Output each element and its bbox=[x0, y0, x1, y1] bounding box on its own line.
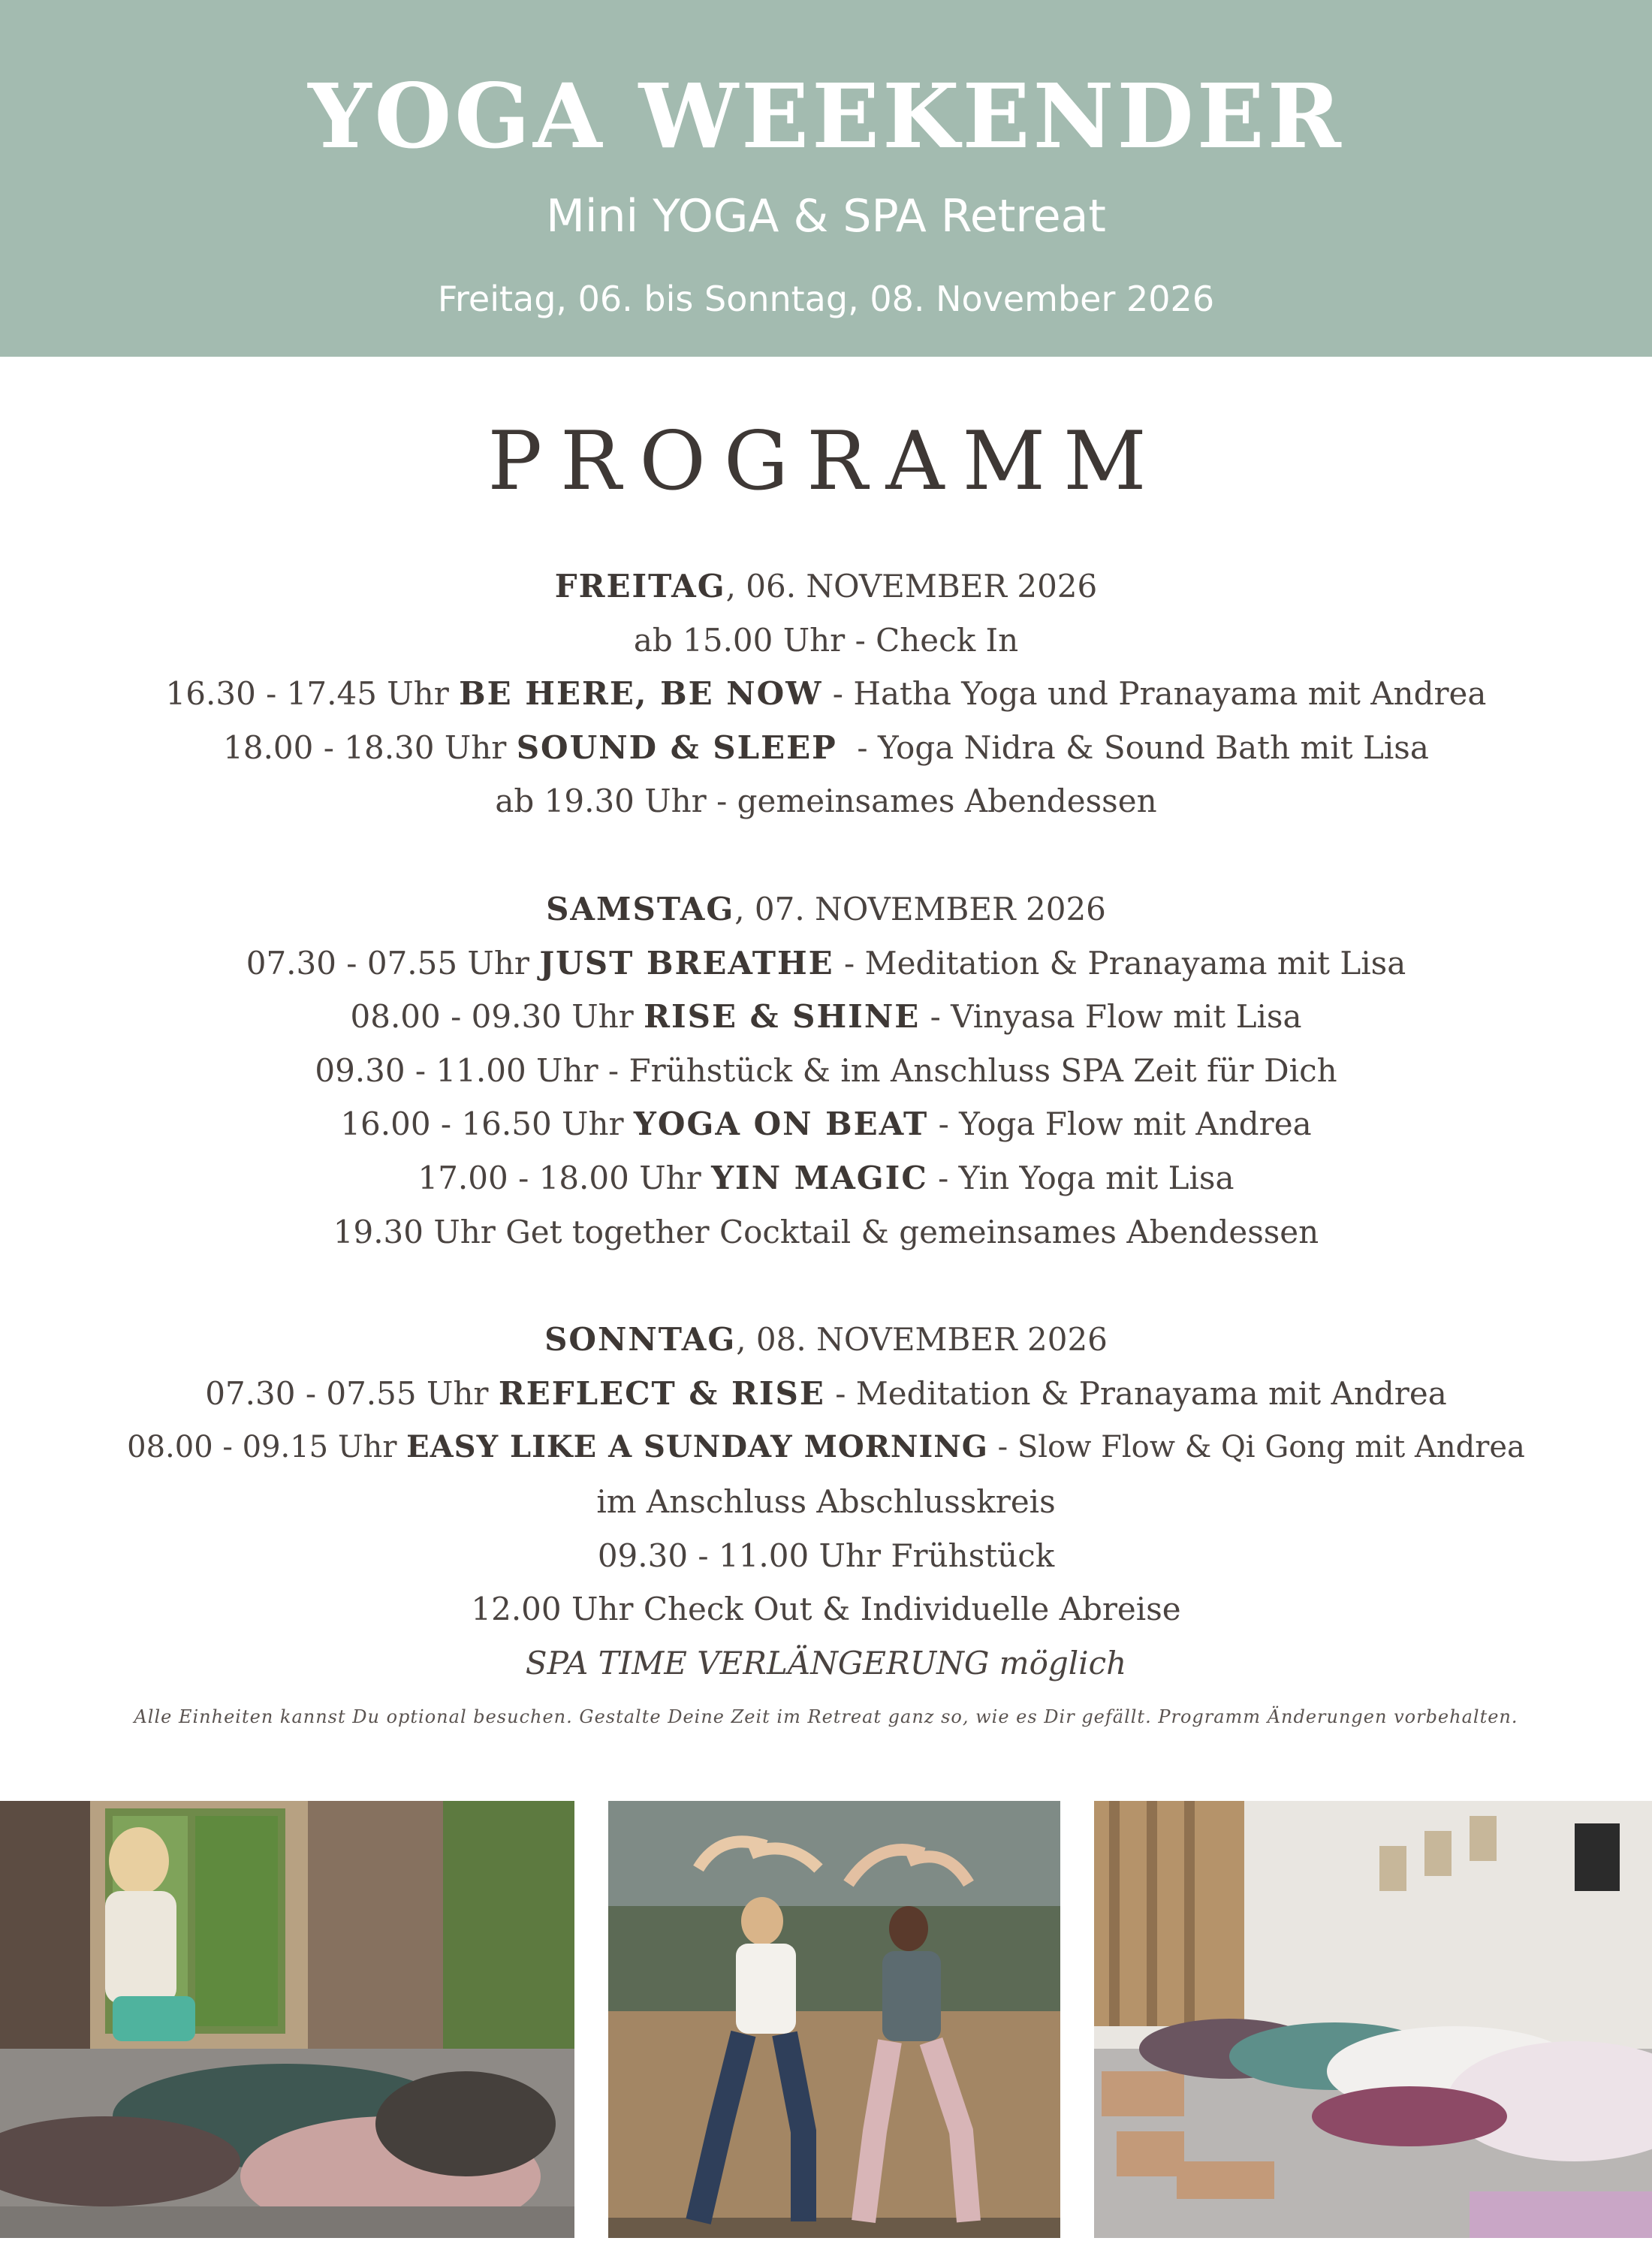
item-description: - Yoga Flow mit Andrea bbox=[928, 1105, 1312, 1143]
schedule-item bbox=[30, 1529, 1622, 1583]
item-description: - Yoga Nidra & Sound Bath mit Lisa bbox=[837, 728, 1429, 766]
two-women-yoga-image bbox=[608, 1801, 1060, 2238]
day-name: SAMSTAG bbox=[546, 890, 735, 927]
item-session-name: JUST BREATHE bbox=[539, 944, 834, 982]
yoga-class-indoor-image bbox=[0, 1801, 574, 2238]
item-time: 08.00 - 09.15 Uhr bbox=[127, 1430, 407, 1465]
item-time: 16.00 - 16.50 Uhr bbox=[340, 1105, 634, 1143]
item-time: 07.30 - 07.55 Uhr bbox=[246, 944, 540, 982]
schedule-item bbox=[30, 721, 1622, 775]
event-title: YOGA WEEKENDER bbox=[308, 64, 1344, 168]
item-description: - Yin Yoga mit Lisa bbox=[927, 1159, 1234, 1196]
schedule-item bbox=[30, 1205, 1622, 1259]
header-banner bbox=[0, 0, 1652, 357]
day-heading-saturday bbox=[30, 882, 1622, 936]
program-schedule bbox=[30, 559, 1622, 1690]
item-session-name: SOUND & SLEEP bbox=[516, 728, 837, 766]
day-date: , 06. NOVEMBER 2026 bbox=[725, 568, 1098, 605]
childs-pose-class-photo bbox=[1094, 1801, 1652, 2238]
item-text: im Anschluss Abschlusskreis bbox=[596, 1482, 1056, 1520]
item-time: 18.00 - 18.30 Uhr bbox=[223, 728, 517, 766]
item-session-name: YIN MAGIC bbox=[711, 1159, 928, 1196]
schedule-item bbox=[30, 1044, 1622, 1098]
item-text: 09.30 - 11.00 Uhr - Frühstück & im Anschluss SPA Zeit für Dich bbox=[315, 1051, 1337, 1089]
spa-extension-note: SPA TIME VERLÄNGERUNG möglich bbox=[525, 1644, 1127, 1681]
item-description: - Meditation & Pranayama mit Andrea bbox=[824, 1374, 1447, 1412]
schedule-item bbox=[30, 774, 1622, 828]
item-text: ab 15.00 Uhr - Check In bbox=[633, 621, 1019, 659]
item-text: 09.30 - 11.00 Uhr Frühstück bbox=[597, 1537, 1055, 1574]
day-name: FREITAG bbox=[554, 568, 726, 605]
disclaimer-note: Alle Einheiten kannst Du optional besuchen. Gestalte Deine Zeit im Retreat ganz so, wie es Dir gefällt. Programm Änderungen vorbehalten. bbox=[134, 1706, 1518, 1727]
schedule-item bbox=[30, 614, 1622, 668]
schedule-item bbox=[30, 1151, 1622, 1205]
item-time: 07.30 - 07.55 Uhr bbox=[205, 1374, 499, 1412]
program-heading: PROGRAMM bbox=[487, 415, 1165, 508]
item-description: - Slow Flow & Qi Gong mit Andrea bbox=[987, 1430, 1525, 1465]
schedule-item bbox=[30, 1582, 1622, 1636]
item-description: - Hatha Yoga und Pranayama mit Andrea bbox=[822, 675, 1487, 713]
item-text: 12.00 Uhr Check Out & Individuelle Abreise bbox=[471, 1591, 1181, 1628]
item-description: - Vinyasa Flow mit Lisa bbox=[920, 998, 1302, 1036]
schedule-item bbox=[30, 667, 1622, 721]
item-session-name: REFLECT & RISE bbox=[498, 1374, 825, 1412]
item-text: ab 19.30 Uhr - gemeinsames Abendessen bbox=[495, 783, 1157, 820]
day-date: , 08. NOVEMBER 2026 bbox=[736, 1321, 1108, 1359]
schedule-item bbox=[30, 936, 1622, 991]
schedule-item bbox=[30, 1475, 1622, 1529]
item-session-name: BE HERE, BE NOW bbox=[459, 675, 823, 713]
item-time: 08.00 - 09.30 Uhr bbox=[350, 998, 644, 1036]
yoga-class-indoor-photo bbox=[0, 1801, 574, 2238]
item-time: 17.00 - 18.00 Uhr bbox=[418, 1159, 712, 1196]
item-session-name: EASY LIKE A SUNDAY MORNING bbox=[406, 1429, 988, 1465]
schedule-item bbox=[30, 990, 1622, 1044]
item-description: - Meditation & Pranayama mit Lisa bbox=[834, 944, 1406, 982]
schedule-item bbox=[30, 1367, 1622, 1421]
childs-pose-class-image bbox=[1094, 1801, 1652, 2238]
item-text: 19.30 Uhr Get together Cocktail & gemeinsames Abendessen bbox=[333, 1213, 1319, 1250]
item-time: 16.30 - 17.45 Uhr bbox=[165, 675, 460, 713]
day-heading-friday bbox=[30, 559, 1622, 614]
schedule-item bbox=[30, 1420, 1622, 1475]
item-session-name: YOGA ON BEAT bbox=[633, 1105, 929, 1143]
two-women-yoga-outdoor-photo bbox=[608, 1801, 1060, 2238]
day-date: , 07. NOVEMBER 2026 bbox=[734, 890, 1106, 927]
schedule-item bbox=[30, 1097, 1622, 1151]
day-heading-sunday bbox=[30, 1313, 1622, 1367]
item-session-name: RISE & SHINE bbox=[644, 998, 921, 1036]
event-dates: Freitag, 06. bis Sonntag, 08. November 2026 bbox=[437, 279, 1215, 319]
day-name: SONNTAG bbox=[544, 1321, 737, 1359]
event-subtitle: Mini YOGA & SPA Retreat bbox=[546, 190, 1106, 243]
